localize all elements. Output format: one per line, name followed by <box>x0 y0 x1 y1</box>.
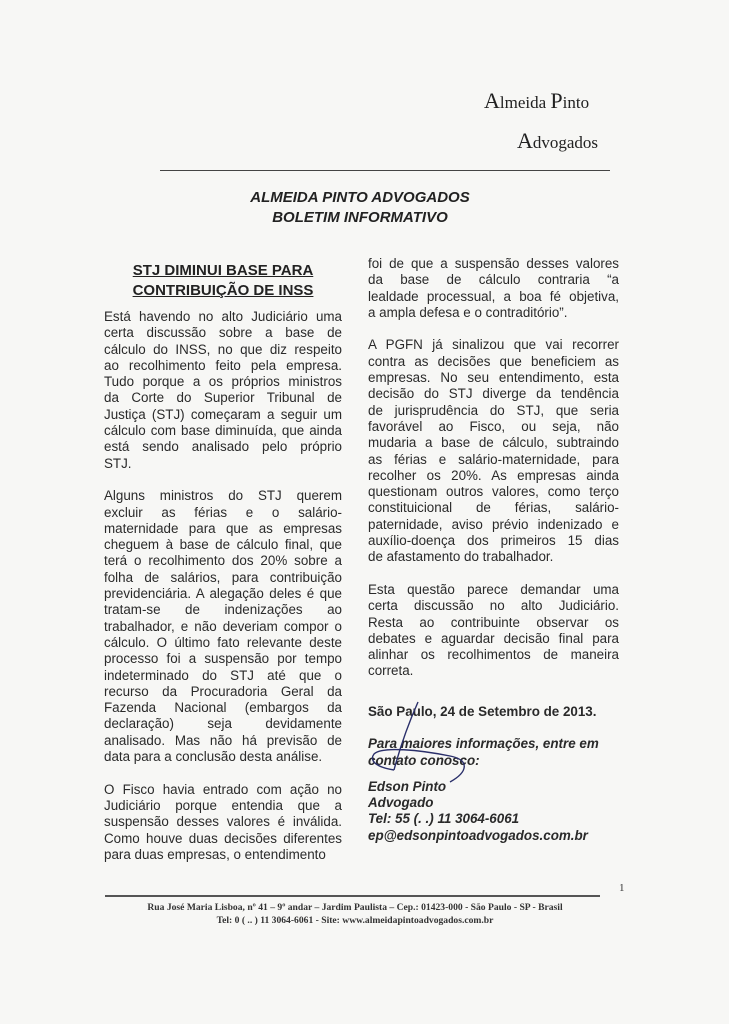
footer-address-line: Rua José Maria Lisboa, nº 41 – 9º andar – Jardim Paulista – Cep.: 01423-000 - São Paulo - SP - Brasil <box>147 902 563 913</box>
text-line: de afastamento do trabalhador. <box>368 549 554 565</box>
letterhead-logo-line2: Advogados <box>517 128 599 153</box>
text-line: mudaria a base de cálculo, subtraindo <box>368 435 619 451</box>
text-line: a ampla defesa e o contraditório”. <box>368 304 568 320</box>
text-line: as férias e salário-maternidade, para <box>368 451 619 467</box>
text-line: questionam outros valores, como terço <box>368 484 619 500</box>
text-line: recolher os 20%. As empresas ainda <box>368 467 619 483</box>
text-line: recurso da Procuradoria Geral da <box>104 683 342 699</box>
text-line: A PGFN já sinalizou que vai recorrer <box>368 337 619 353</box>
text-line: ao recolhimento feito pela empresa. <box>104 357 342 373</box>
text-line: lealdade processual, a boa fé objetiva, <box>368 288 619 304</box>
text-line: Alguns ministros do STJ querem <box>104 488 342 504</box>
text-line: O Fisco havia entrado com ação no <box>104 781 342 797</box>
text-line: certa discussão sobre a base de <box>104 325 342 341</box>
text-line: para duas empresas, o entendimento <box>104 846 326 862</box>
signer-title: Advogado <box>368 795 434 811</box>
footer-divider <box>105 895 600 897</box>
left-column <box>104 309 342 879</box>
text-line: alinhar os recolhimentos de maneira <box>368 647 619 663</box>
page-number: 1 <box>619 882 625 894</box>
text-line: terá o recolhimento dos 20% sobre a <box>104 553 342 569</box>
text-line: cálculo. O último fato relevante deste <box>104 634 342 650</box>
signer-phone: Tel: 55 (. .) 11 3064-6061 <box>368 811 520 827</box>
text-line: certa discussão no alto Judiciário. <box>368 598 619 614</box>
text-line: Resta ao contribuinte observar os <box>368 614 619 630</box>
text-line: indeterminado do STJ até que o <box>104 667 342 683</box>
article-paragraph <box>104 488 342 765</box>
footer-contact-line: Tel: 0 ( .. ) 11 3064-6061 - Site: www.almeidapintoadvogados.com.br <box>216 915 494 926</box>
bulletin-title <box>160 188 560 228</box>
text-line: foi de que a suspensão desses valores <box>368 256 619 271</box>
text-line: suspensão desses valores é inválida. <box>104 814 342 830</box>
text-line: Tudo porque a os próprios ministros <box>104 374 342 390</box>
text-line: previdenciária. A alegação deles é que <box>104 586 342 602</box>
text-line: declaração) seja devidamente <box>104 716 342 732</box>
text-line: Justiça (STJ) começaram a seguir um <box>104 406 342 422</box>
text-line: debates e aguardar decisão final para <box>368 630 619 646</box>
text-line: paternidade, aviso prévio indenizado e <box>368 516 619 532</box>
text-line: STJ. <box>104 455 132 471</box>
text-line: decisão do STJ diverge da tendência <box>368 386 619 402</box>
signer-name: Edson Pinto <box>368 778 447 794</box>
text-line: Esta questão parece demandar uma <box>368 581 619 597</box>
text-line: cálculo com base diminuída, que ainda <box>104 423 342 439</box>
header-divider <box>160 170 610 171</box>
text-line: da Corte do Superior Tribunal de <box>104 390 342 406</box>
text-line: cheguem à base de cálculo final, que <box>104 537 342 553</box>
article-paragraph <box>368 582 619 680</box>
contact-line: contato conosco: <box>368 752 480 768</box>
text-line: Fazenda Nacional (embargos da <box>104 700 342 716</box>
title-line-1: ALMEIDA PINTO ADVOGADOS <box>250 189 470 206</box>
heading-line: CONTRIBUIÇÃO DE INSS <box>132 282 314 299</box>
date-line: São Paulo, 24 de Setembro de 2013. <box>368 704 597 719</box>
contact-line: Para maiores informações, entre em <box>368 736 599 752</box>
handwritten-signature <box>360 690 480 800</box>
article-paragraph <box>104 309 342 472</box>
letterhead-logo-line1: Almeida Pinto <box>484 88 590 113</box>
text-line: maternidade para que as empresas <box>104 520 342 536</box>
text-line: Como houve duas decisões diferentes <box>104 830 342 846</box>
text-line: contra as decisões que beneficiem as <box>368 353 619 369</box>
text-line: empresas. No seu entendimento, esta <box>368 370 619 386</box>
text-line: de jurisprudência do STJ, que seria <box>368 402 619 418</box>
article-paragraph <box>368 337 619 565</box>
text-line: trabalhador, e não deveriam compor o <box>104 618 342 634</box>
article-paragraph <box>368 256 619 321</box>
signer-email[interactable]: ep@edsonpintoadvogados.com.br <box>368 827 588 843</box>
text-line: Judiciário porque entendia que a <box>104 797 342 813</box>
title-line-2: BOLETIM INFORMATIVO <box>272 209 448 226</box>
text-line: folha de salários, para contribuição <box>104 569 342 585</box>
footer-address <box>100 901 610 927</box>
right-column <box>368 256 619 696</box>
heading-line: STJ DIMINUI BASE PARA <box>132 262 314 279</box>
text-line: cálculo do INSS, no que diz respeito <box>104 341 342 357</box>
article-heading <box>104 261 342 301</box>
text-line: tratam-se de indenizações ao <box>104 602 342 618</box>
text-line: Está havendo no alto Judiciário uma <box>104 309 342 324</box>
text-line: constituicional de férias, salário- <box>368 500 619 516</box>
text-line: está sendo analisado pelo próprio <box>104 439 342 455</box>
text-line: favorável ao Fisco, ou seja, não <box>368 418 619 434</box>
text-line: correta. <box>368 663 414 679</box>
text-line: da base de cálculo contraria “a <box>368 272 619 288</box>
text-line: data para a conclusão desta análise. <box>104 749 323 765</box>
article-paragraph <box>104 782 342 863</box>
text-line: processo foi a suspensão por tempo <box>104 651 342 667</box>
text-line: excluir as férias e o salário- <box>104 504 342 520</box>
text-line: analisado. Mas não há previsão de <box>104 732 342 748</box>
text-line: auxílio-doença dos primeiros 15 dias <box>368 533 619 549</box>
